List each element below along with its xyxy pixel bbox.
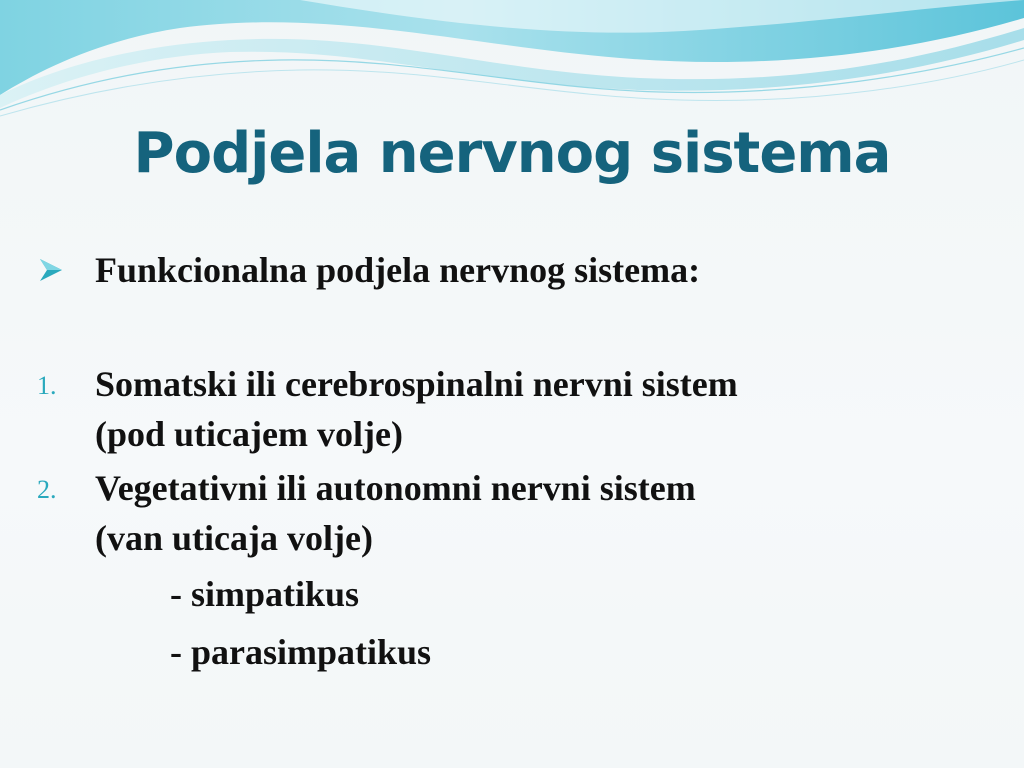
list-number-2: 2. bbox=[37, 475, 57, 504]
list-item-2-line-1: Vegetativni ili autonomni nervni sistem bbox=[95, 468, 696, 508]
list-item-1-line-2: (pod uticajem volje) bbox=[95, 414, 403, 454]
list-number-1: 1. bbox=[37, 371, 57, 400]
list-heading: Funkcionalna podjela nervnog sistema: bbox=[95, 250, 701, 290]
list-item-2-line-2: (van uticaja volje) bbox=[95, 518, 373, 558]
sub-item-simpatikus: - simpatikus bbox=[170, 574, 360, 614]
sub-item-parasimpatikus: - parasimpatikus bbox=[170, 632, 432, 672]
list-item-1-line-1: Somatski ili cerebrospinalni nervni sistem bbox=[95, 364, 738, 404]
chevron-right-arrow-icon bbox=[37, 256, 65, 284]
slide-title: Podjela nervnog sistema bbox=[133, 121, 891, 186]
